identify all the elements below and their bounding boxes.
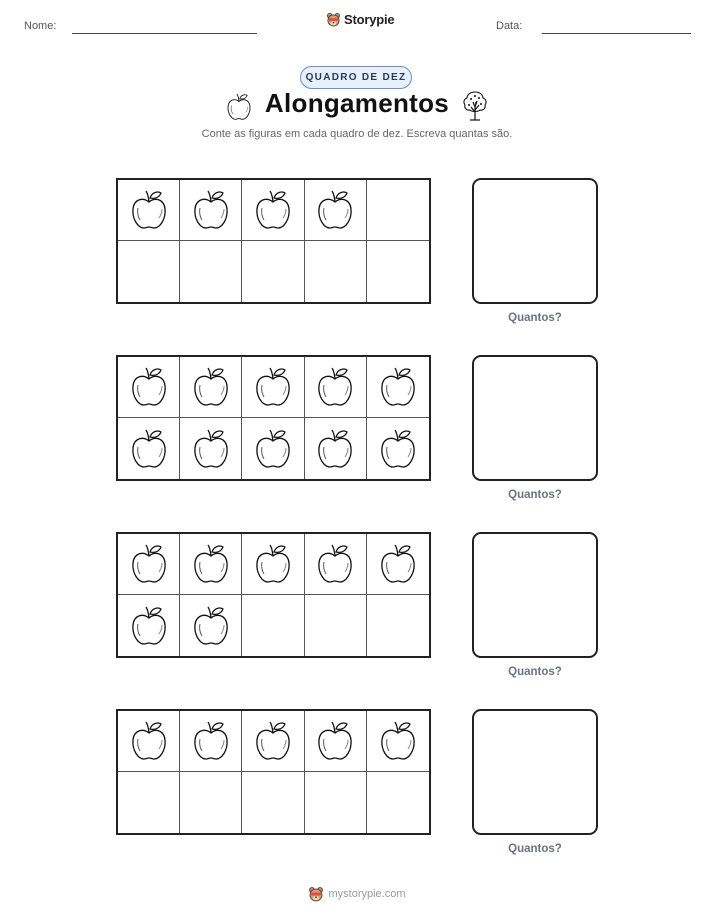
ten-frame-cell bbox=[367, 772, 429, 833]
apple-icon bbox=[378, 542, 418, 586]
apple-icon bbox=[129, 427, 169, 471]
ten-frame-cell bbox=[305, 180, 367, 241]
ten-frame-cell bbox=[180, 772, 242, 833]
ten-frame-3 bbox=[116, 532, 431, 658]
ten-frame-2 bbox=[116, 355, 431, 481]
ten-frame-cell bbox=[367, 357, 429, 418]
brand-name: Storypie bbox=[344, 12, 395, 27]
apple-icon bbox=[315, 719, 355, 763]
ten-frame-cell bbox=[367, 595, 429, 656]
ten-frame-cell bbox=[180, 241, 242, 302]
name-label: Nome: bbox=[24, 20, 57, 32]
answer-box-3[interactable] bbox=[472, 532, 598, 658]
apple-icon bbox=[253, 542, 293, 586]
apple-icon bbox=[253, 719, 293, 763]
ten-frame-cell bbox=[242, 357, 304, 418]
ten-frame-cell bbox=[180, 711, 242, 772]
ten-frame-cell bbox=[242, 241, 304, 302]
ten-frame-cell bbox=[118, 711, 180, 772]
apple-icon bbox=[253, 427, 293, 471]
ten-frame-cell bbox=[118, 534, 180, 595]
ten-frame-cell bbox=[180, 418, 242, 479]
ten-frame-cell bbox=[305, 711, 367, 772]
ten-frame-cell bbox=[242, 418, 304, 479]
ten-frame-cell bbox=[180, 534, 242, 595]
ten-frame-cell bbox=[305, 772, 367, 833]
apple-icon bbox=[253, 365, 293, 409]
ten-frame-cell bbox=[367, 241, 429, 302]
footer-url: mystorypie.com bbox=[328, 888, 406, 900]
ten-frame-cell bbox=[118, 241, 180, 302]
apple-icon bbox=[129, 365, 169, 409]
tree-icon bbox=[461, 90, 489, 122]
apple-icon bbox=[315, 542, 355, 586]
ten-frame-cell bbox=[367, 534, 429, 595]
instructions: Conte as figuras em cada quadro de dez. Escreva quantas são. bbox=[201, 128, 513, 140]
ten-frame-cell bbox=[118, 180, 180, 241]
apple-icon bbox=[378, 427, 418, 471]
name-line[interactable] bbox=[72, 33, 257, 34]
answer-box-1[interactable] bbox=[472, 178, 598, 304]
ten-frame-1 bbox=[116, 178, 431, 304]
date-label: Data: bbox=[496, 20, 523, 32]
brand-logo bbox=[326, 12, 394, 27]
ten-frame-4 bbox=[116, 709, 431, 835]
ten-frame-cell bbox=[118, 595, 180, 656]
ten-frame-cell bbox=[242, 180, 304, 241]
apple-icon bbox=[378, 365, 418, 409]
bear-icon bbox=[308, 886, 324, 902]
answer-label-2: Quantos? bbox=[508, 489, 562, 501]
apple-icon bbox=[253, 188, 293, 232]
answer-box-4[interactable] bbox=[472, 709, 598, 835]
apple-icon bbox=[378, 719, 418, 763]
apple-icon bbox=[191, 719, 231, 763]
apple-icon bbox=[129, 542, 169, 586]
ten-frame-cell bbox=[305, 241, 367, 302]
ten-frame-cell bbox=[305, 418, 367, 479]
apple-icon bbox=[191, 427, 231, 471]
ten-frame-cell bbox=[118, 357, 180, 418]
apple-icon bbox=[315, 188, 355, 232]
ten-frame-cell bbox=[180, 357, 242, 418]
page-title: Alongamentos bbox=[264, 88, 450, 118]
answer-label-4: Quantos? bbox=[508, 843, 562, 855]
answer-label-3: Quantos? bbox=[508, 666, 562, 678]
ten-frame-cell bbox=[367, 180, 429, 241]
ten-frame-cell bbox=[180, 595, 242, 656]
ten-frame-cell bbox=[242, 595, 304, 656]
bear-icon bbox=[326, 12, 341, 27]
ten-frame-cell bbox=[118, 772, 180, 833]
apple-icon bbox=[191, 365, 231, 409]
ten-frame-cell bbox=[305, 357, 367, 418]
apple-icon bbox=[315, 427, 355, 471]
ten-frame-cell bbox=[367, 418, 429, 479]
date-line[interactable] bbox=[542, 33, 691, 34]
ten-frame-cell bbox=[367, 711, 429, 772]
ten-frame-cell bbox=[242, 772, 304, 833]
apple-icon bbox=[315, 365, 355, 409]
apple-icon bbox=[191, 542, 231, 586]
ten-frame-cell bbox=[305, 534, 367, 595]
answer-label-1: Quantos? bbox=[508, 312, 562, 324]
ten-frame-cell bbox=[242, 534, 304, 595]
ten-frame-cell bbox=[118, 418, 180, 479]
ten-frame-cell bbox=[305, 595, 367, 656]
apple-icon bbox=[129, 604, 169, 648]
answer-box-2[interactable] bbox=[472, 355, 598, 481]
apple-icon bbox=[129, 719, 169, 763]
apple-icon bbox=[191, 188, 231, 232]
ten-frame-cell bbox=[180, 180, 242, 241]
footer bbox=[0, 886, 714, 902]
apple-icon bbox=[129, 188, 169, 232]
worksheet-type-badge: QUADRO DE DEZ bbox=[300, 66, 412, 89]
apple-icon bbox=[191, 604, 231, 648]
ten-frame-cell bbox=[242, 711, 304, 772]
